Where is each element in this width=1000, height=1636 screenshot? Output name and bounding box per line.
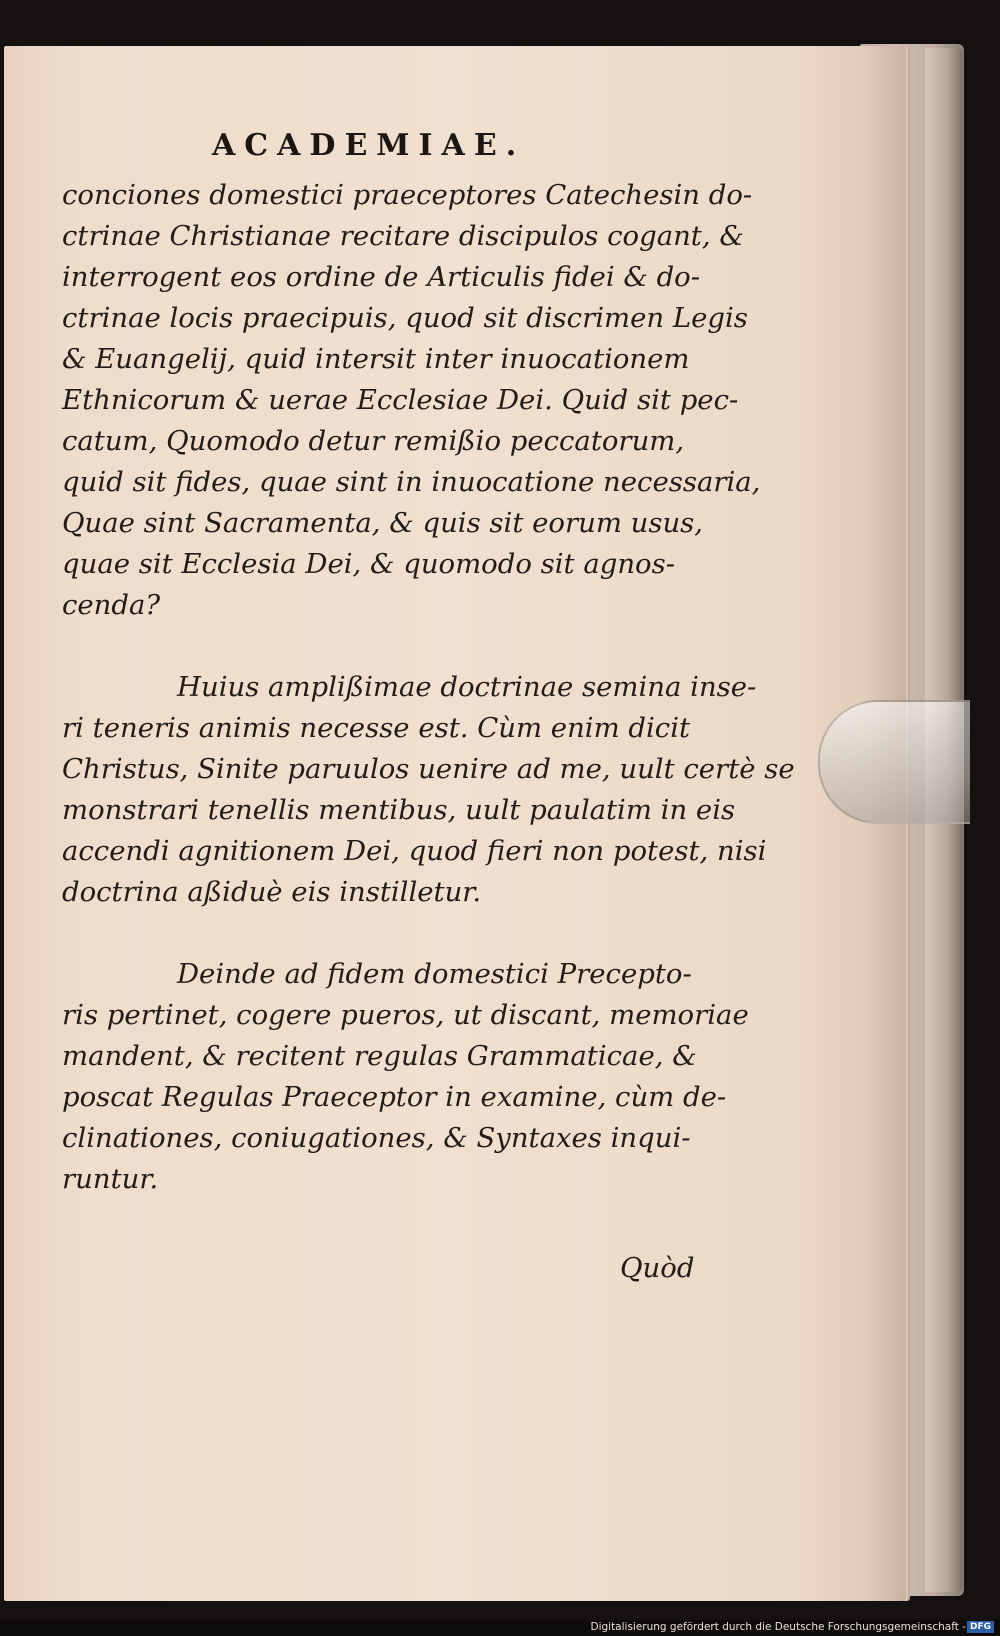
text-line: ris pertinet, cogere pueros, ut discant, memoriae: [62, 999, 749, 1031]
paragraph-3: [62, 954, 749, 1200]
paragraph-gap: [62, 626, 702, 667]
page-body-text: [62, 175, 795, 1200]
text-line: mandent, & recitent regulas Grammaticae, &: [62, 1040, 697, 1072]
text-line: Quae sint Sacramenta, & quis sit eorum usus,: [62, 507, 704, 539]
text-line: accendi agnitionem Dei, quod fieri non potest, nisi: [62, 835, 767, 867]
paragraph-2: [62, 667, 795, 913]
text-line: doctrina aßiduè eis instilletur.: [62, 876, 482, 908]
text-line: Christus, Sinite paruulos uenire ad me, uult certè se: [62, 753, 795, 785]
catchword: Quòd: [620, 1252, 695, 1284]
text-line: ri teneris animis necesse est. Cùm enim dicit: [62, 712, 691, 744]
text-line: cenda?: [62, 589, 161, 621]
text-line: quae sit Ecclesia Dei, & quomodo sit agnos-: [62, 548, 676, 580]
text-line: Huius amplißimae doctrinae semina inse-: [177, 671, 757, 703]
running-head: ACADEMIAE.: [212, 128, 526, 163]
text-line: & Euangelij, quid intersit inter inuocationem: [62, 343, 690, 375]
text-line: ctrinae locis praecipuis, quod sit discrimen Legis: [62, 302, 748, 334]
text-line: runtur.: [62, 1163, 159, 1195]
text-line: catum, Quomodo detur remißio peccatorum,: [62, 425, 685, 457]
text-line: monstrari tenellis mentibus, uult paulatim in eis: [62, 794, 736, 826]
text-line: Ethnicorum & uerae Ecclesiae Dei. Quid sit pec-: [62, 384, 739, 416]
paragraph-gap: [62, 913, 702, 954]
text-line: Deinde ad fidem domestici Precepto-: [177, 958, 692, 990]
page-clip: [818, 700, 970, 824]
text-line: quid sit fides, quae sint in inuocatione necessaria,: [62, 466, 761, 498]
dfg-logo: DFG: [967, 1621, 994, 1633]
text-line: poscat Regulas Praeceptor in examine, cùm de-: [62, 1081, 727, 1113]
text-line: interrogent eos ordine de Articulis fidei & do-: [62, 261, 701, 293]
text-line: clinationes, coniugationes, & Syntaxes inqui-: [62, 1122, 691, 1154]
digitization-credit: Digitalisierung gefördert durch die Deutsche Forschungsgemeinschaft -: [590, 1621, 966, 1633]
text-line: ctrinae Christianae recitare discipulos cogant, &: [62, 220, 744, 252]
paragraph-1: [62, 175, 761, 626]
text-line: conciones domestici praeceptores Catechesin do-: [62, 179, 753, 211]
